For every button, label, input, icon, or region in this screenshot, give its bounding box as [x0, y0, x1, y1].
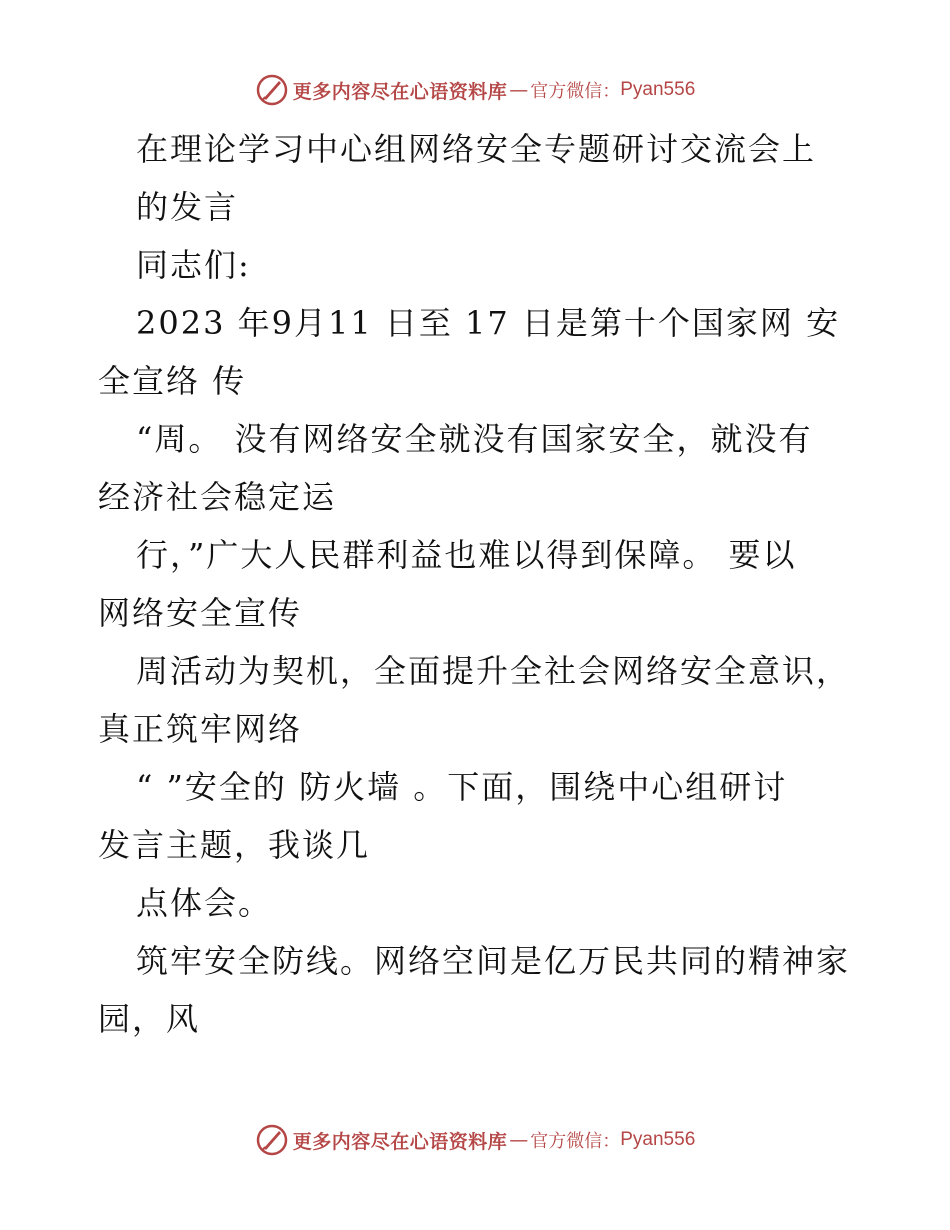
text-line: 网络安全宣传 — [98, 594, 303, 632]
banner-wechat-id: Pyan556 — [620, 1129, 696, 1150]
text-line: 2023 年9月11 日至 17 日是第十个国家网 安 — [136, 304, 841, 342]
banner-dash: — — [509, 1129, 529, 1151]
text-line: 在理论学习中心组网络安全专题研讨交流会上 — [136, 130, 817, 168]
text-line: 的发言 — [136, 188, 239, 226]
banner-wechat-label: 官方微信： — [530, 1131, 621, 1152]
text-line: 真正筑牢网络 — [98, 710, 303, 748]
text-line: 周活动为契机，全面提升全社会网络安全意识， — [136, 652, 851, 690]
quill-logo-icon — [255, 1123, 289, 1157]
banner-wechat-label: 官方微信： — [530, 81, 621, 102]
banner-main-text: 更多内容尽在心语资料库 — [292, 1130, 508, 1153]
text-line: 行，”广大人民群利益也难以得到保障。 要以 — [136, 536, 797, 574]
banner-wechat-id: Pyan556 — [620, 79, 696, 100]
text-line: 园，风 — [98, 1000, 201, 1038]
banner-dash: — — [509, 79, 529, 101]
text-line: “ ”安全的 防火墙 。下面，围绕中心组研讨 — [136, 768, 788, 806]
text-line: 发言主题，我谈几 — [98, 826, 371, 864]
banner-main-text: 更多内容尽在心语资料库 — [292, 80, 508, 103]
text-line: 同志们: — [136, 246, 251, 284]
header-banner — [0, 70, 950, 110]
quill-logo-icon — [255, 73, 289, 107]
text-line: 筑牢安全防线。网络空间是亿万民共同的精神家 — [136, 942, 851, 980]
document-body — [98, 120, 898, 1048]
footer-banner — [0, 1120, 950, 1160]
text-line: 点体会。 — [136, 884, 273, 922]
text-line: “周。 没有网络安全就没有国家安全，就没有 — [136, 420, 813, 458]
text-line: 全宣络 传 — [98, 362, 247, 400]
text-line: 经济社会稳定运 — [98, 478, 337, 516]
